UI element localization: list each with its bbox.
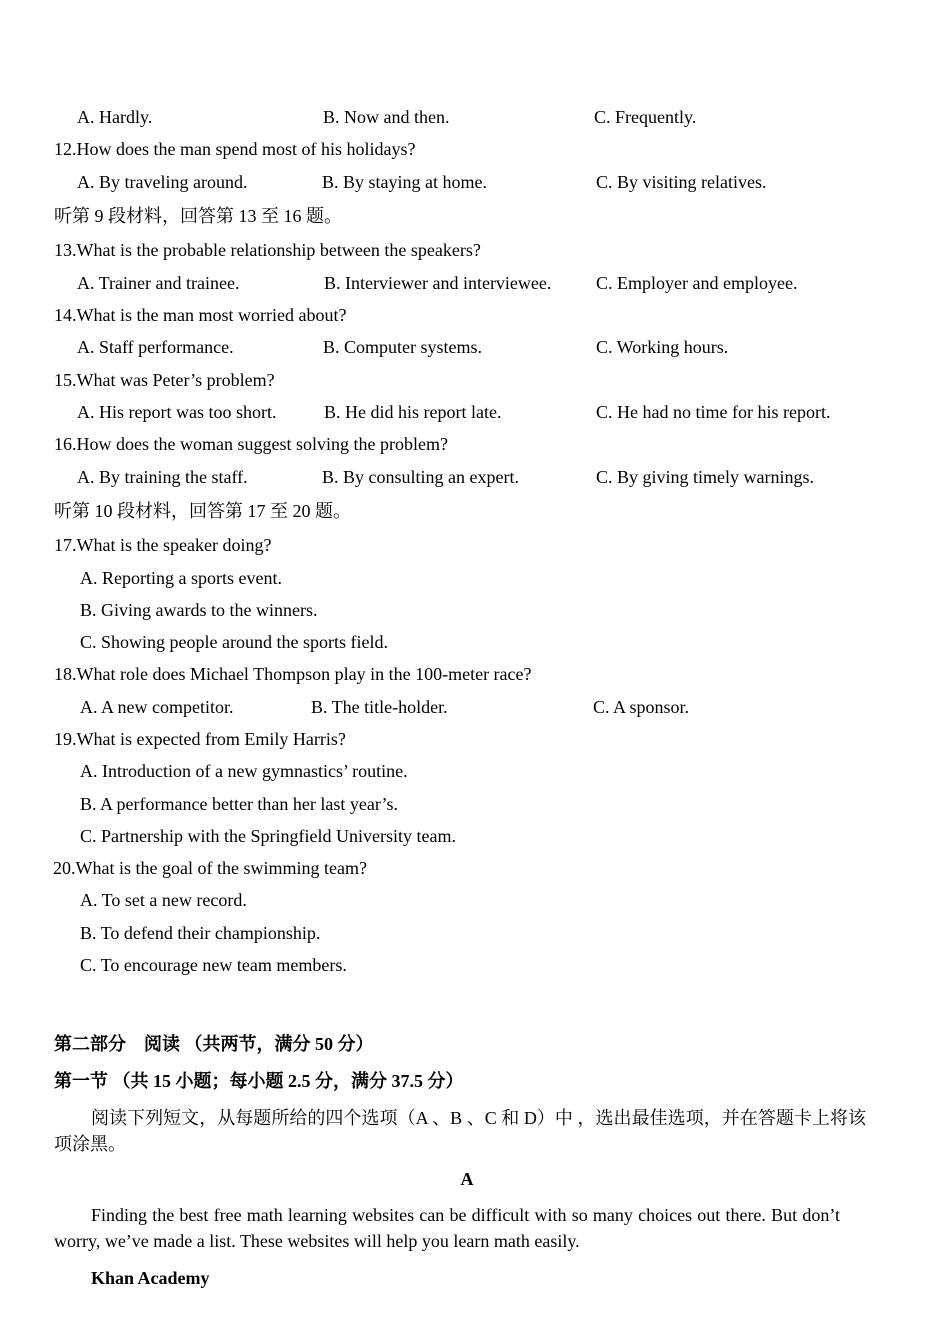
- q12-option-c: C. By visiting relatives.: [596, 172, 767, 192]
- q15-option-a: A. His report was too short.: [77, 402, 277, 422]
- q18-question: 18.What role does Michael Thompson play in the 100-meter race?: [54, 664, 532, 684]
- section-9-instruction: 听第 9 段材料，回答第 13 至 16 题。: [54, 206, 342, 226]
- q11-option-c: C. Frequently.: [594, 107, 697, 127]
- q18-option-c: C. A sponsor.: [593, 697, 690, 717]
- q14-option-b: B. Computer systems.: [323, 337, 483, 357]
- q15-option-c: C. He had no time for his report.: [596, 402, 831, 422]
- q16-question: 16.How does the woman suggest solving the problem?: [54, 434, 448, 454]
- q12-question: 12.How does the man spend most of his holidays?: [54, 139, 416, 159]
- q13-option-a: A. Trainer and trainee.: [77, 273, 240, 293]
- passage-intro: Finding the best free math learning websites can be difficult with so many choices out there. But don’t worry, we’ve made a list. These websites will help you learn math easily.: [54, 1205, 840, 1251]
- q13-question: 13.What is the probable relationship between the speakers?: [54, 240, 481, 260]
- q14-option-c: C. Working hours.: [596, 337, 729, 357]
- q19-option-c: C. Partnership with the Springfield University team.: [80, 826, 456, 846]
- q20-option-b: B. To defend their championship.: [80, 923, 321, 943]
- section-10-instruction: 听第 10 段材料，回答第 17 至 20 题。: [54, 501, 351, 521]
- q11-option-b: B. Now and then.: [323, 107, 450, 127]
- q19-option-b: B. A performance better than her last year’s.: [80, 794, 399, 814]
- passage-label: A: [460, 1169, 474, 1189]
- q15-question: 15.What was Peter’s problem?: [54, 370, 275, 390]
- reading-instructions: 阅读下列短文，从每题所给的四个选项（A 、B 、C 和 D）中 ，选出最佳选项，并在答题卡上将该项涂黑。: [54, 1108, 866, 1154]
- q11-option-a: A. Hardly.: [77, 107, 153, 127]
- q17-option-c: C. Showing people around the sports field.: [80, 632, 388, 652]
- q17-option-b: B. Giving awards to the winners.: [80, 600, 318, 620]
- section-1-heading: 第一节 （共 15 小题；每小题 2.5 分，满分 37.5 分）: [54, 1071, 464, 1091]
- q16-option-b: B. By consulting an expert.: [322, 467, 519, 487]
- q14-option-a: A. Staff performance.: [77, 337, 234, 357]
- q13-option-b: B. Interviewer and interviewee.: [324, 273, 552, 293]
- q12-option-b: B. By staying at home.: [322, 172, 487, 192]
- q17-option-a: A. Reporting a sports event.: [80, 568, 282, 588]
- part-2-heading: 第二部分 阅读 （共两节，满分 50 分）: [54, 1034, 374, 1054]
- q18-option-a: A. A new competitor.: [80, 697, 234, 717]
- q20-question: 20.What is the goal of the swimming team?: [53, 858, 367, 878]
- q14-question: 14.What is the man most worried about?: [54, 305, 347, 325]
- q20-option-a: A. To set a new record.: [80, 890, 247, 910]
- passage-subheading: Khan Academy: [91, 1268, 210, 1288]
- q17-question: 17.What is the speaker doing?: [54, 535, 272, 555]
- q12-option-a: A. By traveling around.: [77, 172, 248, 192]
- q15-option-b: B. He did his report late.: [324, 402, 502, 422]
- q19-question: 19.What is expected from Emily Harris?: [54, 729, 346, 749]
- q20-option-c: C. To encourage new team members.: [80, 955, 347, 975]
- q18-option-b: B. The title-holder.: [311, 697, 448, 717]
- q13-option-c: C. Employer and employee.: [596, 273, 798, 293]
- q19-option-a: A. Introduction of a new gymnastics’ routine.: [80, 761, 408, 781]
- q16-option-a: A. By training the staff.: [77, 467, 248, 487]
- q16-option-c: C. By giving timely warnings.: [596, 467, 814, 487]
